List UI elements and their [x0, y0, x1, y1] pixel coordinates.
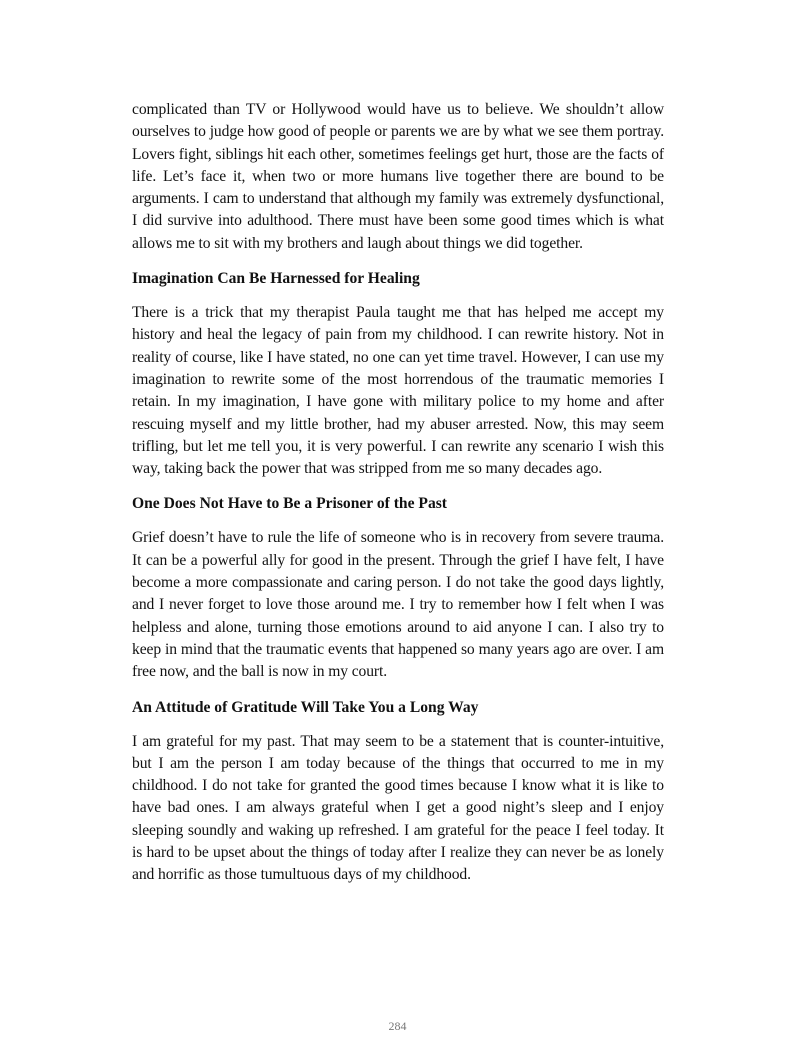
heading-imagination: Imagination Can Be Harnessed for Healing: [132, 270, 420, 288]
paragraph-prisoner-of-past: Grief doesn’t have to rule the life of someone who is in recovery from severe trauma. It can be a powerful ally for good in the present. Through the grief I have felt, I have become a more compassionate and caring person. I do not take the good days lightly, and I never forget to love those around me. I try to remember how I felt when I was helpless and alone, turning those emotions around to aid anyone I can. I also try to keep in mind that the traumatic events that happened so many years ago are over. I am free now, and the ball is now in my court.: [132, 529, 664, 681]
heading-gratitude: An Attitude of Gratitude Will Take You a Long Way: [132, 698, 479, 716]
heading-prisoner-of-past: One Does Not Have to Be a Prisoner of the Past: [132, 495, 447, 513]
page-content: [132, 99, 664, 887]
page-number: 284: [388, 1019, 407, 1033]
paragraph-intro: complicated than TV or Hollywood would have us to believe. We shouldn’t allow ourselves to judge how good of people or parents we are by what we see them portray. Lovers fight, siblings hit each other, sometimes feelings get hurt, those are the facts of life. Let’s face it, when two or more humans live together there are bound to be arguments. I cam to understand that although my family was extremely dysfunctional, I did survive into adulthood. There must have been some good times which is what allows me to sit with my brothers and laugh about things we did together.: [132, 101, 664, 252]
paragraph-gratitude: I am grateful for my past. That may seem to be a statement that is counter-intuitive, but I am the person I am today because of the things that occurred to me in my childhood. I do not take for granted the good times because I know what it is like to have bad ones. I am always grateful when I get a good night’s sleep and I enjoy sleeping soundly and waking up refreshed. I am grateful for the peace I feel today. It is hard to be upset about the things of today after I realize they can never be as lonely and horrific as those tumultuous days of my childhood.: [132, 732, 664, 884]
paragraph-imagination: There is a trick that my therapist Paula taught me that has helped me accept my history and heal the legacy of pain from my childhood. I can rewrite history. Not in reality of course, like I have stated, no one can yet time travel. However, I can use my imagination to rewrite some of the most horrendous of the traumatic memories I retain. In my imagination, I have gone with military police to my home and after rescuing myself and my little brother, had my abuser arrested. Now, this may seem trifling, but let me tell you, it is very powerful. I can rewrite any scenario I wish this way, taking back the power that was stripped from me so many decades ago.: [132, 304, 664, 478]
